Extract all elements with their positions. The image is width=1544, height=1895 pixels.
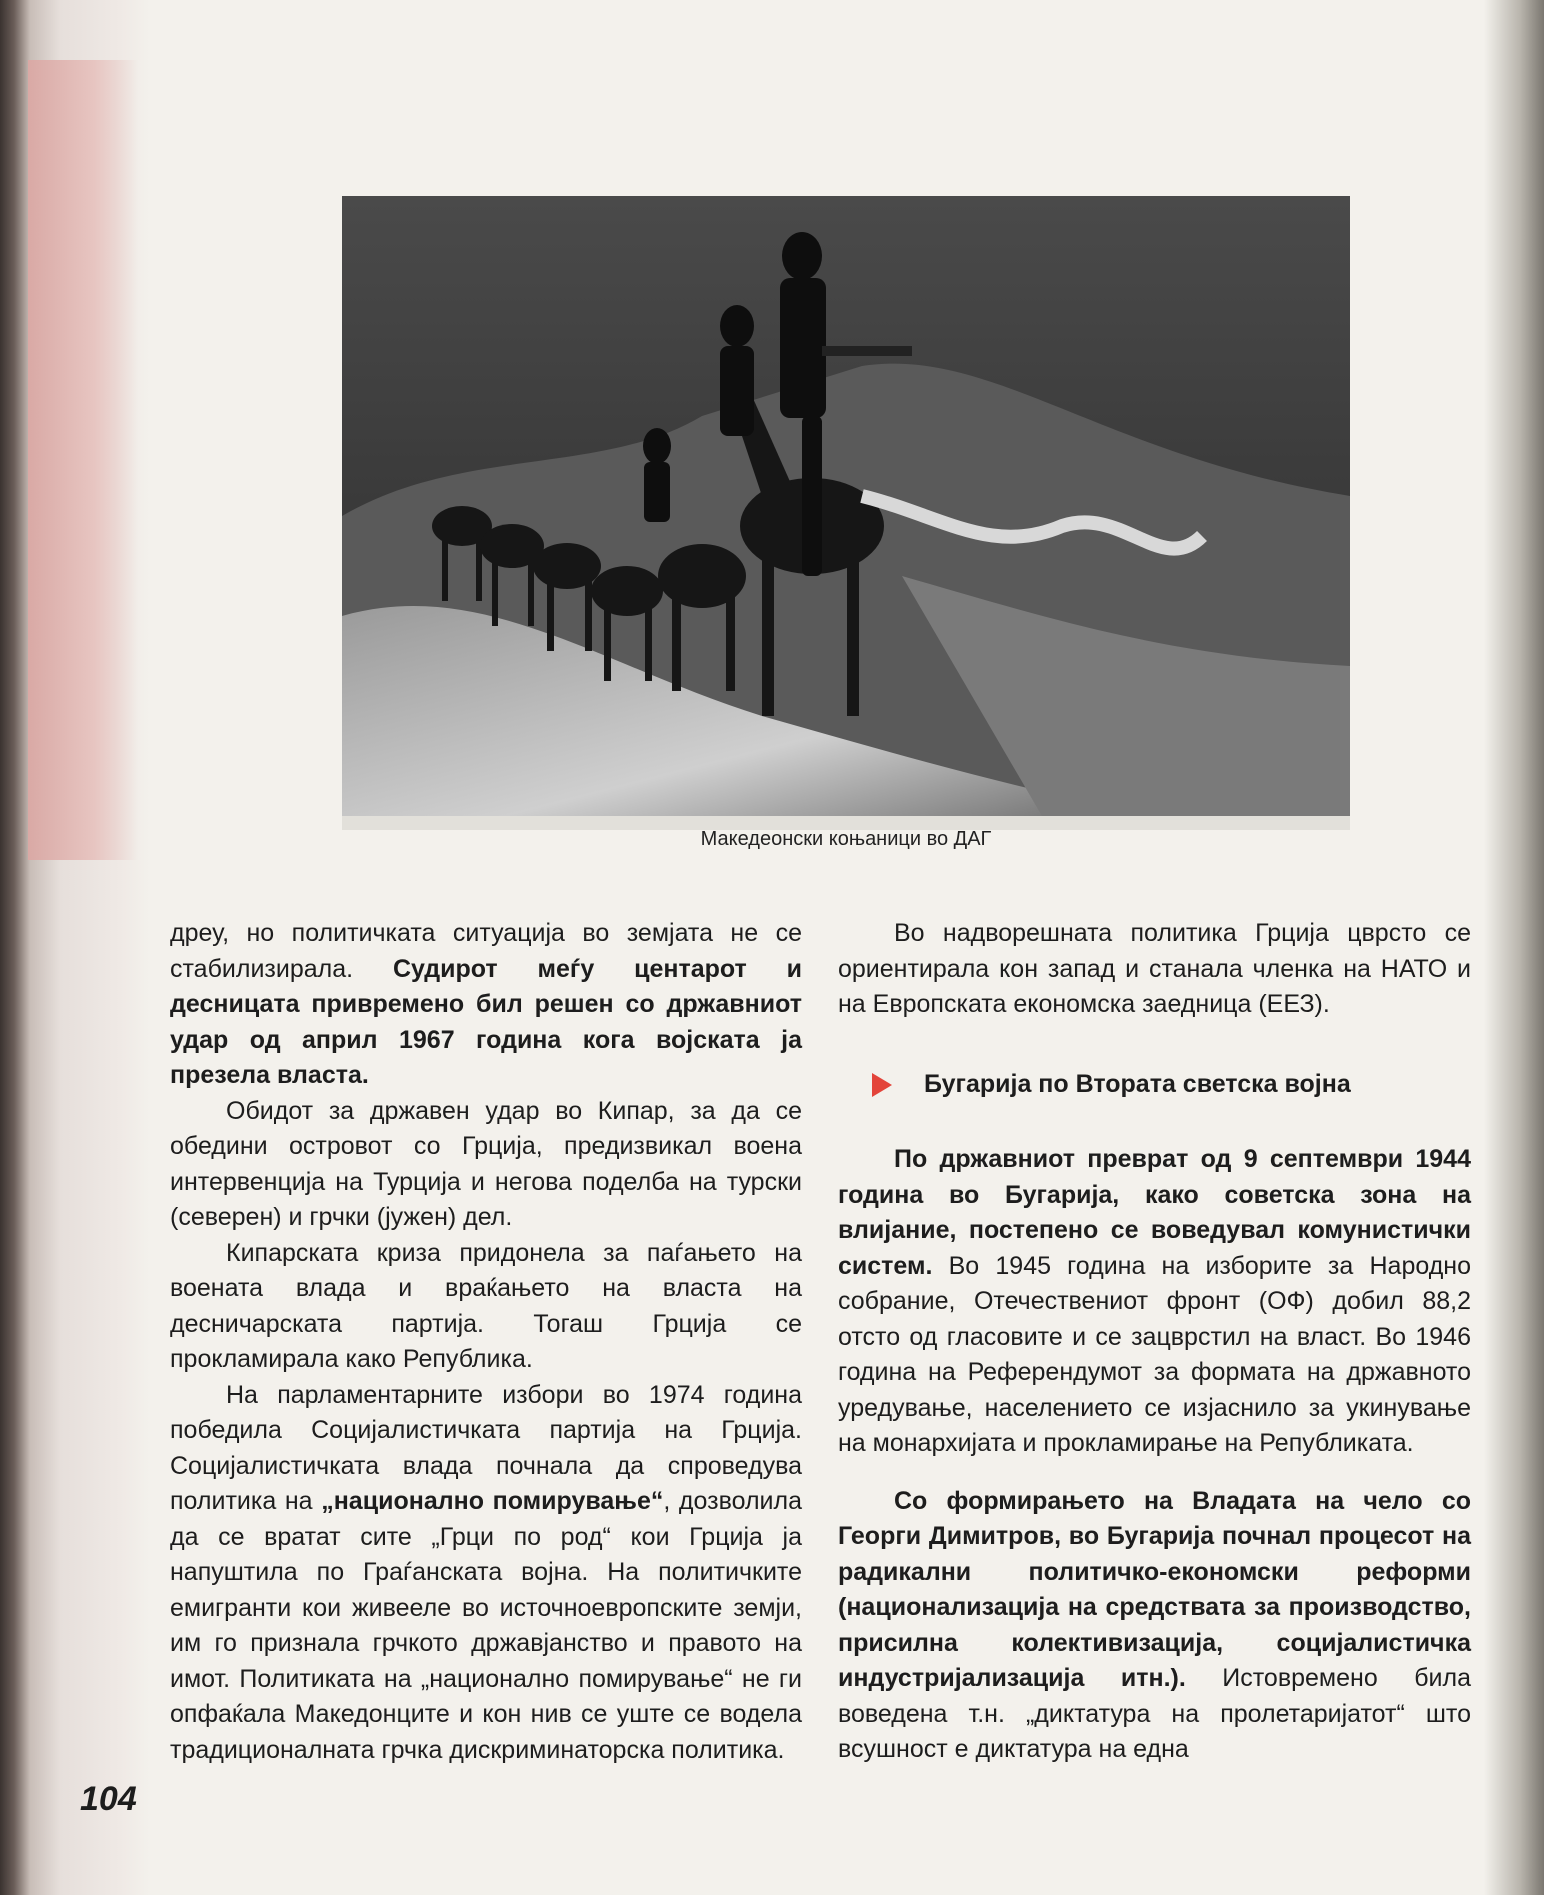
historical-photo xyxy=(342,196,1350,830)
left-text-column xyxy=(170,916,802,1768)
paragraph-gap xyxy=(838,1462,1471,1484)
paragraph-left-1: дреу, но политичката ситуација во земјата не се стабилизирала. Судирот меѓу центарот и десницата привремено бил решен со државниот удар од април 1967 година кога војската ја презела власта. xyxy=(170,919,802,1089)
page-edge-shadow xyxy=(1484,0,1544,1895)
paragraph-right-3: Со формирањето на Владата на чело со Георги Димитров, во Бугарија почнал процесот на радикални политичко-економски реформи (национализација на средствата за производство, присилна колективизација, социјалистичка индустријализација итн.). Истовремено била воведена т.н. „диктатура на пролетаријатот“ што всушност е диктатура на една xyxy=(838,1486,1471,1763)
side-decorative-band xyxy=(28,60,138,860)
section-heading: Бугарија по Втората светска војна xyxy=(838,1067,1471,1103)
bold-text: „национално помирување“ xyxy=(321,1487,664,1515)
paragraph-left-3: Кипарската криза придонела за паѓањето на воената влада и враќањето на власта на десничарската партија. Тогаш Грција се прокламирала како Република. xyxy=(170,1238,802,1373)
page-number: 104 xyxy=(80,1780,137,1818)
photo-illustration xyxy=(342,196,1350,816)
paragraph-left-4: На парламентарните избори во 1974 година победила Социјалистичката партија на Грција. Социјалистичката влада почнала да спроведува политика на „национално помирување“, дозволила да се вратат сите „Грци по род“ кои Грција ја напуштила по Граѓанската војна. На политичките емигранти кои живееле во источноевропските земји, им го признала грчкото државјанство и правото на имот. Политиката на „национално помирување“ не ги опфаќала Македонците и кон нив се уште се водела традиционалната грчка дискриминаторска политика. xyxy=(170,1380,802,1764)
bold-text: По државниот преврат од 9 септември 1944 година во Бугарија, како советска зона на влијание, постепено се воведувал комунистички систем. xyxy=(838,1145,1471,1280)
paragraph-right-1: Во надворешната политика Грција цврсто се ориентирала кон запад и станала членка на НАТО и на Европската економска заедница (ЕЕЗ). xyxy=(838,919,1471,1018)
bold-text: Со формирањето на Владата на чело со Георги Димитров, во Бугарија почнал процесот на радикални политичко-економски реформи (национализација на средствата за производство, присилна колективизација, социјалистичка индустријализација итн.). xyxy=(838,1486,1471,1692)
paragraph-right-2: По државниот преврат од 9 септември 1944 година во Бугарија, како советска зона на влијание, постепено се воведувал комунистички систем. Во 1945 година на изборите за Народно собрание, Отечествениот фронт (ОФ) добил 88,2 отсто од гласовите и се зацврстил на власт. Во 1946 година на Референдумот за формата на државното уредување, населението се изјаснило за укинување на монархијата и прокламирање на Републиката. xyxy=(838,1145,1471,1457)
bold-text: Судирот меѓу центарот и десницата привремено бил решен со државниот удар од април 1967 година кога војската ја презела власта. xyxy=(170,954,802,1089)
photo-caption: Македеонски коњаници во ДАГ xyxy=(700,828,992,850)
triangle-bullet-icon xyxy=(872,1073,892,1097)
paragraph-left-2: Обидот за државен удар во Кипар, за да се обедини островот со Грција, предизвикал воена интервенција на Турција и негова поделба на турски (северен) и грчки (јужен) дел. xyxy=(170,1096,802,1231)
right-text-column xyxy=(838,916,1471,1768)
